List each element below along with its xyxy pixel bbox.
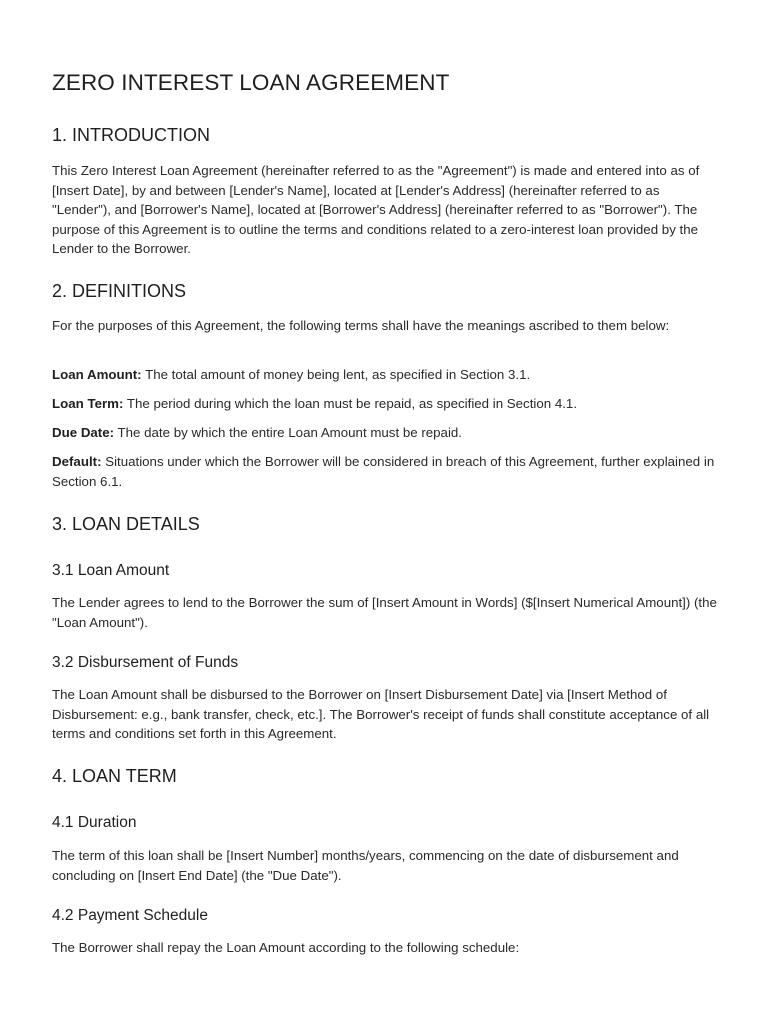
- disbursement-paragraph: The Loan Amount shall be disbursed to the Borrower on [Insert Disbursement Date] via [Insert Method of Disbursement: e.g., bank transfer, check, etc.]. The Borrower's receipt of funds shall constitute acceptance of all terms and conditions set forth in this Agreement.: [52, 687, 710, 741]
- definitions-intro: For the purposes of this Agreement, the following terms shall have the meanings ascribed to them below:: [52, 318, 670, 333]
- section-heading-definitions: 2. DEFINITIONS: [52, 281, 187, 301]
- section-heading-loan-term: 4. LOAN TERM: [52, 766, 177, 786]
- section-heading-loan-details: 3. LOAN DETAILS: [52, 514, 200, 534]
- introduction-paragraph: This Zero Interest Loan Agreement (hereinafter referred to as the "Agreement") is made and entered into as of [Insert Date], by and between [Lender's Name], located at [Lender's Address] (hereinafter referred to as "Lender"), and [Borrower's Name], located at [Borrower's Address] (hereinafter referred to as "Borrower"). The purpose of this Agreement is to outline the terms and conditions related to a zero-interest loan provided by the Lender to the Borrower.: [52, 163, 700, 256]
- subsection-heading-loan-amount: 3.1 Loan Amount: [52, 562, 170, 579]
- definition-item: [52, 452, 722, 491]
- definition-term: Loan Term:: [52, 396, 124, 411]
- subsection-heading-payment-schedule: 4.2 Payment Schedule: [52, 907, 208, 924]
- definition-term: Loan Amount:: [52, 367, 142, 382]
- document-title: ZERO INTEREST LOAN AGREEMENT: [52, 70, 450, 95]
- definition-text: The date by which the entire Loan Amount must be repaid.: [114, 425, 462, 440]
- definition-term: Due Date:: [52, 425, 115, 440]
- definition-text: Situations under which the Borrower will be considered in breach of this Agreement, further explained in Section 6.1.: [52, 454, 715, 489]
- duration-paragraph: The term of this loan shall be [Insert Number] months/years, commencing on the date of disbursement and concluding on [Insert End Date] (the "Due Date").: [52, 848, 679, 883]
- definition-item: [52, 423, 722, 443]
- definition-item: [52, 394, 722, 414]
- definition-term: Default:: [52, 454, 102, 469]
- definition-text: The period during which the loan must be repaid, as specified in Section 4.1.: [123, 396, 578, 411]
- section-heading-introduction: 1. INTRODUCTION: [52, 125, 211, 145]
- payment-schedule-paragraph: The Borrower shall repay the Loan Amount according to the following schedule:: [52, 940, 520, 955]
- subsection-heading-disbursement: 3.2 Disbursement of Funds: [52, 654, 239, 671]
- definition-text: The total amount of money being lent, as specified in Section 3.1.: [141, 367, 531, 382]
- loan-amount-paragraph: The Lender agrees to lend to the Borrower the sum of [Insert Amount in Words] ($[Insert Numerical Amount]) (the "Loan Amount").: [52, 595, 717, 630]
- definition-item: [52, 365, 722, 385]
- subsection-heading-duration: 4.1 Duration: [52, 814, 137, 831]
